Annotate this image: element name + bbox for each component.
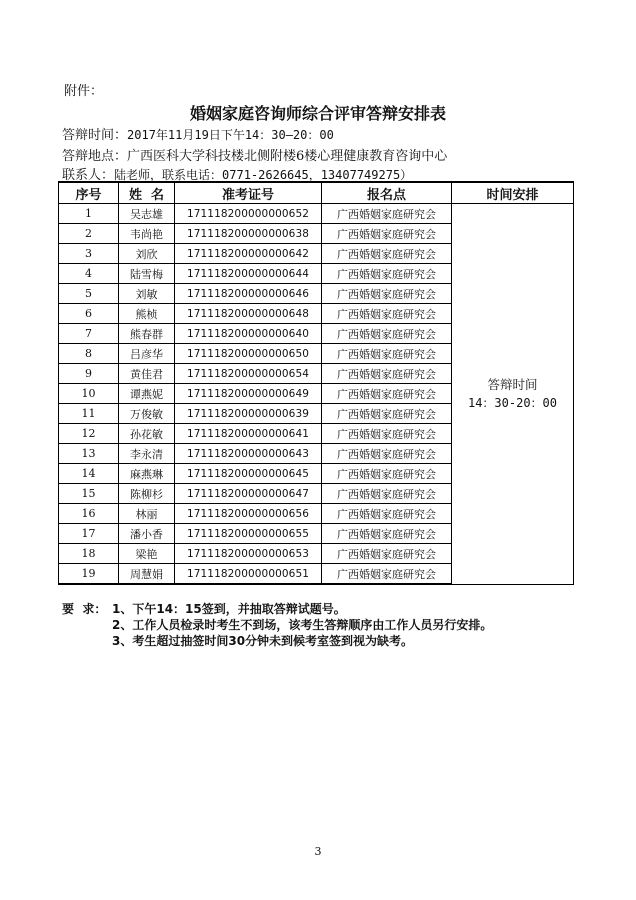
header-name: 姓 名 [119,182,175,204]
row-name: 林丽 [119,504,175,524]
row-registration-site: 广西婚姻家庭研究会 [322,524,452,544]
row-name: 梁艳 [119,544,175,564]
page-title: 婚姻家庭咨询师综合评审答辩安排表 [189,104,446,123]
table-row [59,204,574,224]
row-name: 周慧娟 [119,564,175,585]
row-candidate-number: 171118200000000655 [175,524,322,544]
row-candidate-number: 171118200000000645 [175,464,322,484]
row-candidate-number: 171118200000000650 [175,344,322,364]
row-index: 4 [59,264,119,284]
row-registration-site: 广西婚姻家庭研究会 [322,344,452,364]
requirement-item: 2、工作人员检录时考生不到场，该考生答辩顺序由工作人员另行安排。 [112,618,493,632]
row-candidate-number: 171118200000000654 [175,364,322,384]
defense-place-value: 广西医科大学科技楼北侧附楼6楼心理健康教育咨询中心 [127,149,448,164]
time-arrangement-cell [452,204,574,585]
header-candidate-number: 准考证号 [175,182,322,204]
row-name: 万俊敏 [119,404,175,424]
row-candidate-number: 171118200000000647 [175,484,322,504]
row-registration-site: 广西婚姻家庭研究会 [322,264,452,284]
row-name: 韦尚艳 [119,224,175,244]
attachment-label: 附件： [64,84,104,99]
row-registration-site: 广西婚姻家庭研究会 [322,544,452,564]
row-registration-site: 广西婚姻家庭研究会 [322,364,452,384]
defense-time-label: 答辩时间： [62,128,128,143]
row-registration-site: 广西婚姻家庭研究会 [322,284,452,304]
row-name: 李永清 [119,444,175,464]
row-candidate-number: 171118200000000641 [175,424,322,444]
row-candidate-number: 171118200000000653 [175,544,322,564]
row-registration-site: 广西婚姻家庭研究会 [322,444,452,464]
row-name: 吴志雄 [119,204,175,224]
row-registration-site: 广西婚姻家庭研究会 [322,464,452,484]
defense-place-label: 答辩地点： [62,149,128,164]
row-candidate-number: 171118200000000638 [175,224,322,244]
row-index: 12 [59,424,119,444]
row-registration-site: 广西婚姻家庭研究会 [322,324,452,344]
row-candidate-number: 171118200000000652 [175,204,322,224]
row-name: 刘欣 [119,244,175,264]
row-index: 18 [59,544,119,564]
row-registration-site: 广西婚姻家庭研究会 [322,564,452,585]
row-candidate-number: 171118200000000640 [175,324,322,344]
row-registration-site: 广西婚姻家庭研究会 [322,224,452,244]
row-index: 5 [59,284,119,304]
row-name: 熊桢 [119,304,175,324]
row-candidate-number: 171118200000000651 [175,564,322,585]
header-time-arrangement: 时间安排 [452,182,574,204]
row-index: 7 [59,324,119,344]
row-registration-site: 广西婚姻家庭研究会 [322,404,452,424]
row-index: 15 [59,484,119,504]
table-header-row [59,182,574,204]
row-candidate-number: 171118200000000642 [175,244,322,264]
defense-place-line [62,145,447,164]
row-registration-site: 广西婚姻家庭研究会 [322,484,452,504]
row-candidate-number: 171118200000000643 [175,444,322,464]
row-candidate-number: 171118200000000646 [175,284,322,304]
row-registration-site: 广西婚姻家庭研究会 [322,384,452,404]
row-index: 3 [59,244,119,264]
requirement-item: 1、下午14：15签到，并抽取答辩试题号。 [112,602,346,616]
defense-time-line [62,124,334,143]
page-number: 3 [314,845,322,858]
time-arrangement-value: 14：30-20：00 [467,395,558,410]
row-registration-site: 广西婚姻家庭研究会 [322,424,452,444]
contact-value: 陆老师，联系电话：0771-2626645，13407749275） [114,168,413,182]
row-index: 2 [59,224,119,244]
row-index: 11 [59,404,119,424]
row-index: 10 [59,384,119,404]
row-index: 14 [59,464,119,484]
requirements-label: 要 求： [62,602,107,616]
row-index: 9 [59,364,119,384]
row-candidate-number: 171118200000000649 [175,384,322,404]
row-index: 13 [59,444,119,464]
row-registration-site: 广西婚姻家庭研究会 [322,204,452,224]
row-index: 17 [59,524,119,544]
row-name: 潘小香 [119,524,175,544]
row-candidate-number: 171118200000000656 [175,504,322,524]
row-index: 1 [59,204,119,224]
row-name: 吕彦华 [119,344,175,364]
header-registration-site: 报名点 [322,182,452,204]
row-name: 熊春群 [119,324,175,344]
row-candidate-number: 171118200000000648 [175,304,322,324]
row-name: 谭燕妮 [119,384,175,404]
row-name: 陈柳杉 [119,484,175,504]
row-index: 19 [59,564,119,585]
row-name: 黄佳君 [119,364,175,384]
row-candidate-number: 171118200000000644 [175,264,322,284]
row-index: 6 [59,304,119,324]
schedule-table [58,181,574,585]
row-registration-site: 广西婚姻家庭研究会 [322,504,452,524]
defense-time-value: 2017年11月19日下午14：30—20：00 [127,128,334,142]
requirement-item: 3、考生超过抽签时间30分钟未到候考室签到视为缺考。 [112,634,414,648]
time-arrangement-label: 答辩时间 [487,376,538,392]
header-index: 序号 [59,182,119,204]
row-name: 陆雪梅 [119,264,175,284]
contact-label: 联系人： [62,168,115,183]
row-registration-site: 广西婚姻家庭研究会 [322,304,452,324]
row-name: 刘敏 [119,284,175,304]
row-name: 孙花敏 [119,424,175,444]
row-index: 16 [59,504,119,524]
row-index: 8 [59,344,119,364]
row-registration-site: 广西婚姻家庭研究会 [322,244,452,264]
row-candidate-number: 171118200000000639 [175,404,322,424]
row-name: 麻燕琳 [119,464,175,484]
